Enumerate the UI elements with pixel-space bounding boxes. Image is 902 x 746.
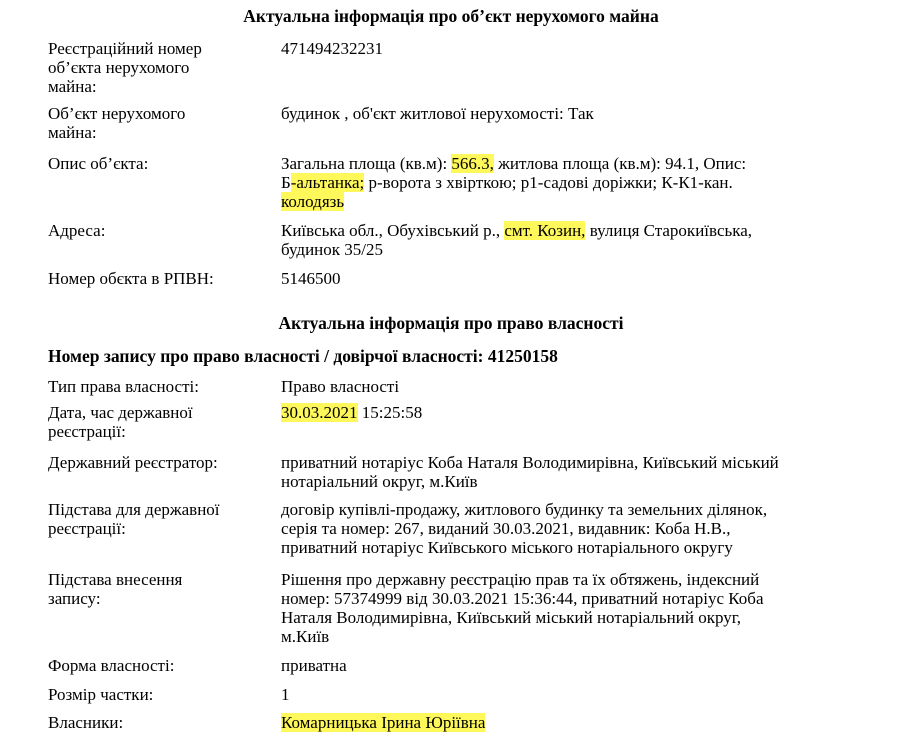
label-property-object — [48, 104, 263, 142]
label-ownership-form — [48, 656, 263, 675]
value-registrar — [281, 453, 871, 491]
value-record-basis — [281, 570, 871, 646]
label-record-basis — [48, 570, 263, 608]
text-segment: житлова площа (кв.м): 94.1, Опис: — [493, 154, 747, 173]
value-line: приватний нотаріус Коба Наталя Володимирівна, Київський міський — [281, 453, 779, 472]
value-ownership-type — [281, 377, 871, 396]
value-line: 1 — [281, 685, 290, 704]
highlight-gazebo: -альтанка; — [290, 173, 365, 192]
value-line — [281, 713, 871, 732]
value-line: 471494232231 — [281, 39, 383, 58]
value-line — [281, 154, 871, 173]
value-line — [281, 173, 871, 192]
label-share-size — [48, 685, 263, 704]
label-line: Форма власності: — [48, 656, 175, 675]
text-segment: р-ворота з хвірткою; р1-садові доріжки; К-К1-кан. — [364, 173, 733, 192]
label-line: запису: — [48, 589, 101, 608]
value-description — [281, 154, 871, 211]
label-owners — [48, 713, 263, 732]
label-line: Розмір частки: — [48, 685, 154, 704]
label-rpvn-number — [48, 269, 263, 288]
label-line: Номер обєкта в РПВН: — [48, 269, 214, 288]
value-owners — [281, 713, 871, 732]
label-line: Реєстраційний номер — [48, 39, 202, 58]
value-line: 5146500 — [281, 269, 341, 288]
value-address — [281, 221, 871, 259]
label-registration-date — [48, 403, 263, 441]
text-segment: Загальна площа (кв.м): — [281, 154, 452, 173]
value-line: будинок , об'єкт житлової нерухомості: Так — [281, 104, 594, 123]
value-line: Рішення про державну реєстрацію прав та їх обтяжень, індексний — [281, 570, 760, 589]
highlight-date: 30.03.2021 — [281, 403, 358, 422]
label-line: реєстрації: — [48, 422, 126, 441]
label-line: Тип права власності: — [48, 377, 199, 396]
label-line: Дата, час державної — [48, 403, 193, 422]
label-registration-basis — [48, 500, 263, 538]
value-registration-number — [281, 39, 871, 58]
value-registration-date — [281, 403, 871, 422]
text-segment: Київська обл., Обухівський р., — [281, 221, 505, 240]
value-registration-basis — [281, 500, 871, 557]
value-rpvn-number — [281, 269, 871, 288]
label-address — [48, 221, 263, 240]
value-ownership-form — [281, 656, 871, 675]
value-line: м.Київ — [281, 627, 330, 646]
value-line: номер: 57374999 від 30.03.2021 15:36:44, приватний нотаріус Коба — [281, 589, 764, 608]
label-line: Підстава внесення — [48, 570, 183, 589]
value-line: приватна — [281, 656, 347, 675]
highlight-owner-name: Комарницька Ірина Юріївна — [281, 713, 486, 732]
label-line: майна: — [48, 123, 97, 142]
label-registrar — [48, 453, 263, 472]
value-line: нотаріальний округ, м.Київ — [281, 472, 478, 491]
record-number-header: Номер запису про право власності / довірчої власності: 41250158 — [48, 346, 558, 366]
label-line: майна: — [48, 77, 97, 96]
highlight-well: колодязь — [281, 192, 345, 211]
value-line: серія та номер: 267, виданий 30.03.2021, видавник: Коба Н.В., — [281, 519, 731, 538]
label-line: Адреса: — [48, 221, 106, 240]
label-line: Державний реєстратор: — [48, 453, 218, 472]
value-line: будинок 35/25 — [281, 240, 384, 259]
label-ownership-type — [48, 377, 263, 396]
label-line: Опис об’єкта: — [48, 154, 149, 173]
highlight-total-area: 566.3, — [451, 154, 494, 173]
label-description — [48, 154, 263, 173]
value-line: Право власності — [281, 377, 400, 396]
value-line — [281, 221, 871, 240]
label-line: Об’єкт нерухомого — [48, 104, 186, 123]
label-line: Підстава для державної — [48, 500, 220, 519]
text-segment: 15:25:58 — [357, 403, 423, 422]
value-line — [281, 192, 871, 211]
value-line: приватний нотаріус Київського міського нотаріального округу — [281, 538, 733, 557]
value-line: Наталя Володимирівна, Київський міський нотаріальний округ, — [281, 608, 742, 627]
section-title-property: Актуальна інформація про об’єкт нерухомого майна — [243, 6, 659, 26]
text-segment: Б — [281, 173, 291, 192]
label-line: об’єкта нерухомого — [48, 58, 190, 77]
text-segment: вулиця Старокиївська, — [585, 221, 753, 240]
highlight-settlement: смт. Козин, — [504, 221, 586, 240]
value-property-object — [281, 104, 871, 123]
label-line: Власники: — [48, 713, 124, 732]
value-share-size — [281, 685, 871, 704]
label-line: реєстрації: — [48, 519, 126, 538]
section-title-ownership: Актуальна інформація про право власності — [278, 313, 624, 333]
label-registration-number — [48, 39, 263, 96]
value-line — [281, 403, 871, 422]
value-line: договір купівлі-продажу, житлового будинку та земельних ділянок, — [281, 500, 768, 519]
